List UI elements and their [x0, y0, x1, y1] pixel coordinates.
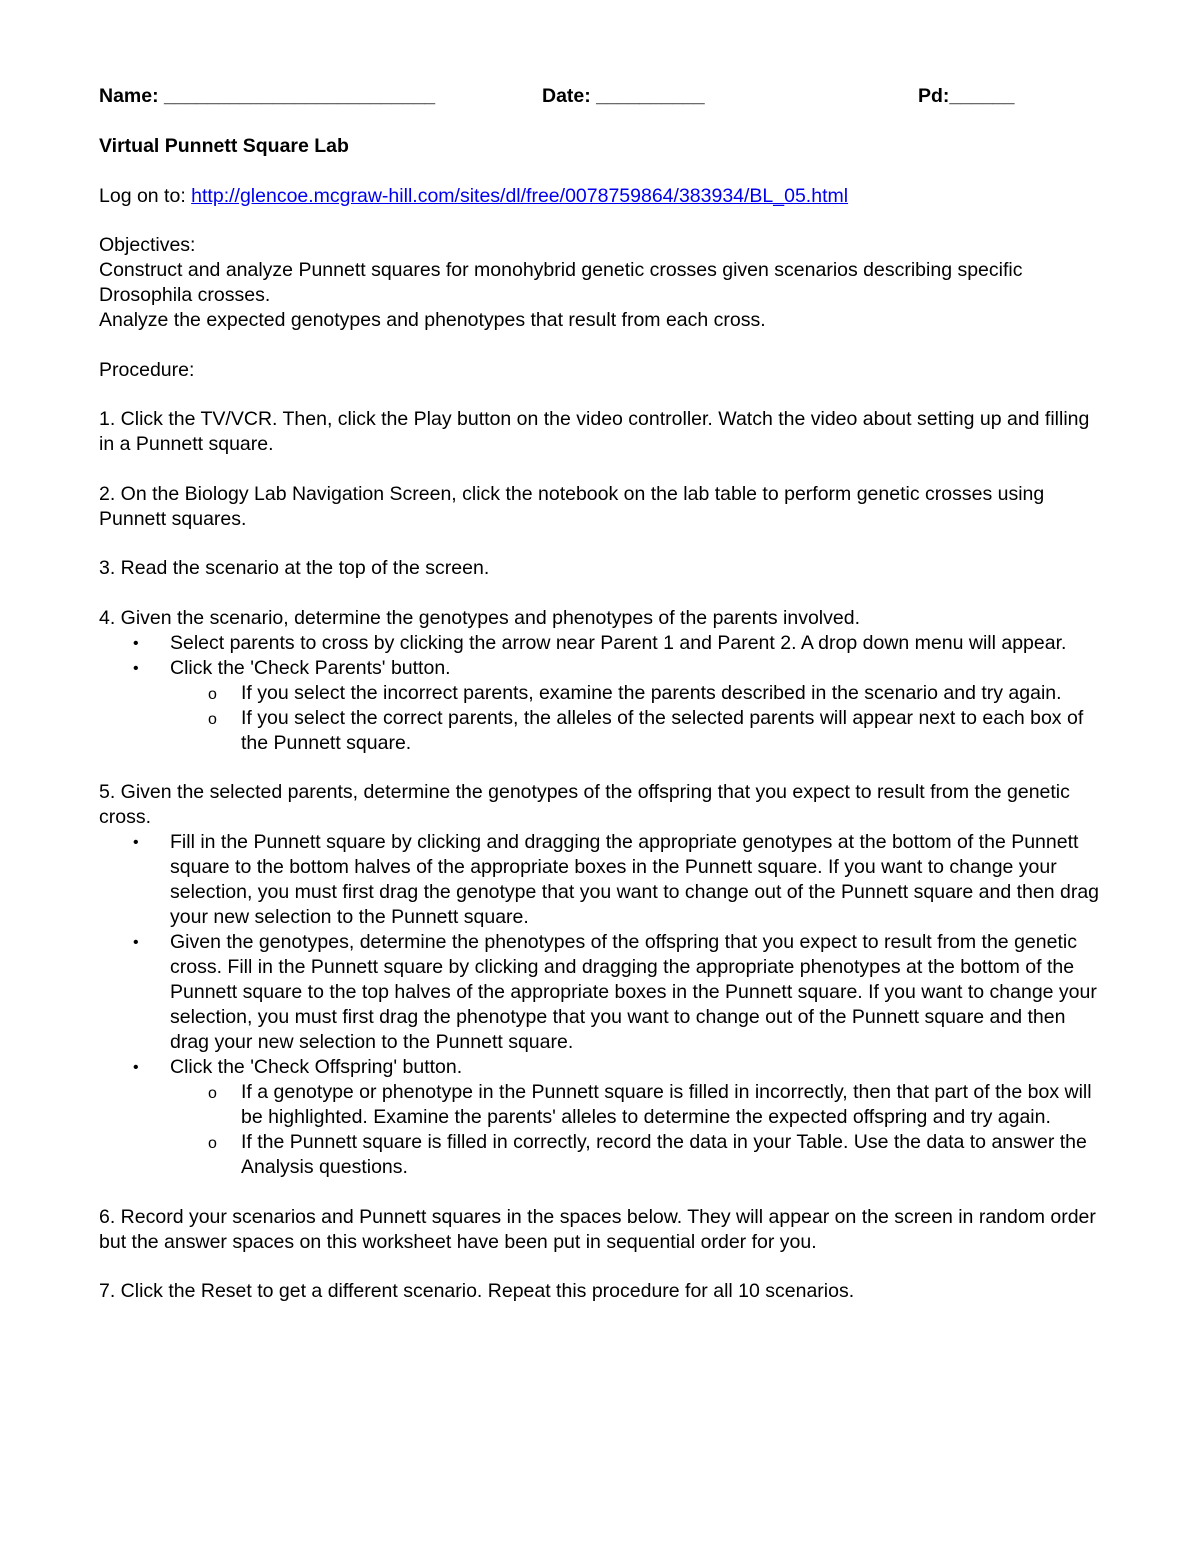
sub-list — [170, 1080, 1109, 1180]
list-item: • Given the genotypes, determine the phenotypes of the offspring that you expect to result from the genetic cross. Fill in the Punnett square by clicking and dragging the appropriate phenotypes at the bottom of the Punnett square to the top halves of the appropriate boxes in the Punnett square. If you want to change your selection, you must first drag the phenotype that you want to change out of the Punnett square and then drag your new selection to the Punnett square. — [133, 931, 1097, 1053]
sub-list-item: o If the Punnett square is filled in correctly, record the data in your Table. Use the data to answer the Analysis questions. — [208, 1131, 1087, 1178]
objective-1: Construct and analyze Punnett squares for monohybrid genetic crosses given scenarios describing specific Drosophila crosses. — [99, 259, 1023, 306]
step-4: 4. Given the scenario, determine the genotypes and phenotypes of the parents involved. — [99, 606, 860, 629]
sub-list-item: o If you select the incorrect parents, examine the parents described in the scenario and try again. — [170, 681, 1109, 706]
lab-link[interactable]: http://glencoe.mcgraw-hill.com/sites/dl/free/0078759864/383934/BL_05.html — [191, 184, 849, 207]
step-6: 6. Record your scenarios and Punnett squares in the spaces below. They will appear on the screen in random order but the answer spaces on this worksheet have been put in sequential order for you. — [99, 1205, 1096, 1253]
objective-2: Analyze the expected genotypes and phenotypes that result from each cross. — [99, 309, 766, 331]
header-line — [99, 84, 1109, 112]
procedure-heading: Procedure: — [99, 358, 195, 381]
logon-line — [99, 184, 1109, 209]
list-item: • Click the 'Check Offspring' button. o If a genotype or phenotype in the Punnett square is filled in incorrectly, then that part of the box will be highlighted. Examine the parents' alleles to determine the expected offspring and try again. o If the Punnett square is filled in correctly, record the data in your Table. Use the data to answer the Analysis questions. — [99, 1055, 1109, 1180]
circle-bullet-icon: o — [208, 1135, 217, 1152]
date-field: Date: __________ — [542, 85, 705, 107]
bullet-icon: • — [133, 834, 139, 851]
step-4-bullets — [99, 631, 1109, 756]
list-item: • Click the 'Check Parents' button. o If you select the incorrect parents, examine the parents described in the scenario and try again. o If you select the correct parents, the alleles of the selected parents will appear next to each box of the Punnett square. — [99, 656, 1109, 756]
worksheet-page — [99, 84, 1109, 1304]
bullet-icon: • — [133, 634, 139, 652]
page-title: Virtual Punnett Square Lab — [99, 135, 349, 157]
bullet-icon: • — [133, 659, 139, 677]
sub-list-item: o If a genotype or phenotype in the Punnett square is filled in incorrectly, then that part of the box will be highlighted. Examine the parents' alleles to determine the expected offspring and try again. — [208, 1081, 1092, 1128]
bullet-icon: • — [133, 1059, 139, 1076]
objectives-heading: Objectives: — [99, 234, 196, 256]
circle-bullet-icon: o — [208, 710, 217, 728]
circle-bullet-icon: o — [208, 685, 217, 703]
step-5-bullets — [99, 830, 1109, 1180]
bullet-icon: • — [133, 934, 139, 951]
period-field: Pd:______ — [918, 85, 1015, 107]
logon-prefix: Log on to: — [99, 184, 192, 207]
list-item: • Fill in the Punnett square by clicking and dragging the appropriate genotypes at the bottom of the Punnett square to the bottom halves of the appropriate boxes in the Punnett square. If you want to change your selection, you must first drag the genotype that you want to change out of the Punnett square and then drag your new selection to the Punnett square. — [133, 831, 1100, 928]
sub-list — [170, 681, 1109, 756]
step-1: 1. Click the TV/VCR. Then, click the Play button on the video controller. Watch the video about setting up and filling in a Punnett square. — [99, 408, 1090, 455]
list-item: • Select parents to cross by clicking the arrow near Parent 1 and Parent 2. A drop down menu will appear. — [133, 631, 1067, 654]
name-field: Name: _________________________ — [99, 85, 436, 107]
step-7: 7. Click the Reset to get a different scenario. Repeat this procedure for all 10 scenarios. — [99, 1280, 855, 1302]
step-5: 5. Given the selected parents, determine the genotypes of the offspring that you expect to result from the genetic cross. — [99, 781, 1070, 828]
step-2: 2. On the Biology Lab Navigation Screen, click the notebook on the lab table to perform genetic crosses using Punnett squares. — [99, 482, 1045, 530]
circle-bullet-icon: o — [208, 1085, 217, 1102]
step-3: 3. Read the scenario at the top of the screen. — [99, 557, 490, 579]
sub-list-item: o If you select the correct parents, the alleles of the selected parents will appear next to each box of the Punnett square. — [208, 706, 1084, 754]
